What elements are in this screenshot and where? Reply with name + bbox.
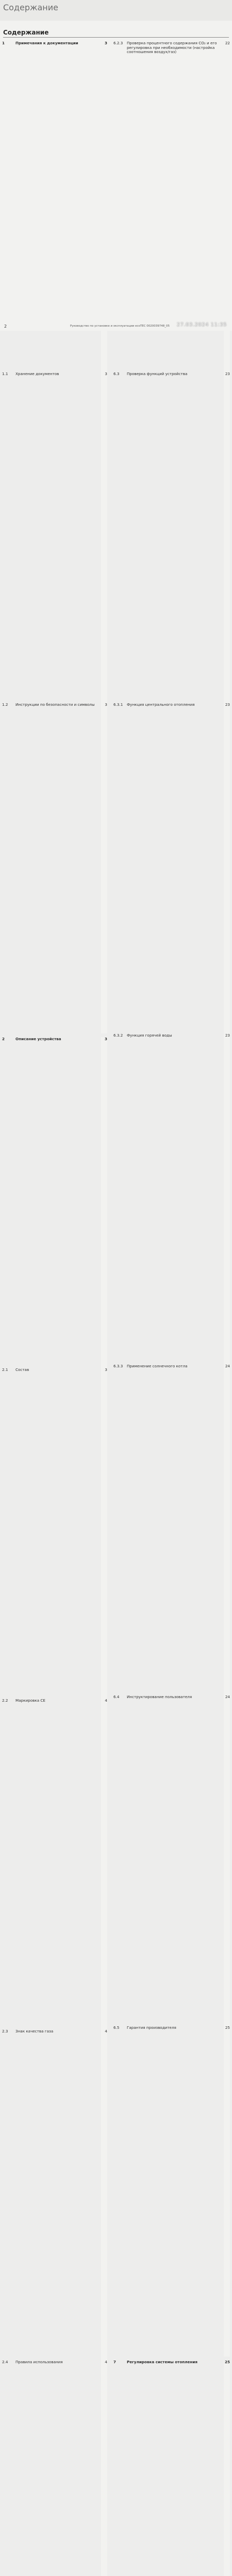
toc-entry-number: 2 [2,1037,5,1041]
toc-entry-title: Применение солнечного котла [127,1364,188,1368]
toc-entry-number: 1.1 [2,371,8,376]
toc-entry [2,372,107,703]
toc-entry-page: 3 [101,703,107,1033]
toc-entry-number: 6.3.1 [113,702,123,707]
footer [0,319,232,331]
toc-entry-page: 24 [224,1695,230,2026]
toc-right-column [113,41,230,2576]
toc-entry-title: Примечания к документации [15,41,78,45]
toc-title: Содержание [3,29,49,36]
toc-entry-title: Инструктирование пользователя [127,1694,192,1699]
toc-entry-number: 6.2.3 [113,41,123,45]
page-header-title: Содержание [3,3,58,12]
toc-entry-page: 3 [101,372,107,703]
timestamp-overlay: 27.03.2024 11:35 [176,322,227,328]
toc-entry-page: 22 [224,41,230,372]
toc-entry-page: 4 [101,2029,107,2360]
toc-entry-page: 25 [224,2360,230,2576]
toc-entry [2,1368,107,1699]
toc-entry [2,2360,107,2576]
toc-entry-title: Маркировка CE [15,1698,45,1703]
toc-entry-page: 23 [224,372,230,703]
toc-entry-title: Инструкции по безопасности и символы [15,702,95,707]
toc-entry-page: 23 [224,1033,230,1364]
toc-entry-number: 6.4 [113,1694,120,1699]
toc-entry-number: 6.3.3 [113,1364,123,1368]
footer-text: Руководство по установке и эксплуатации ecoTEC 0020039748_05 [70,325,170,328]
toc-entry [113,703,230,1033]
toc-entry-number: 6.5 [113,2025,120,2030]
toc-entry-title: Гарантия производителя [127,2025,176,2030]
toc-entry-title: Функция центрального отопления [127,702,195,707]
toc-entry-number: 2.3 [2,2029,8,2033]
toc-entry-number: 6.3.2 [113,1033,123,1038]
toc-entry [2,2029,107,2360]
toc-entry-title: Хранение документов [15,371,59,376]
toc-entry-number: 2.1 [2,1367,8,1372]
toc-entry-title: Описание устройства [15,1037,61,1041]
toc-entry-title: Проверка функций устройства [127,371,188,376]
toc-entry-page: 3 [101,41,107,372]
toc-entry-page: 3 [101,1368,107,1699]
toc-entry [113,1695,230,2026]
toc-left-column [2,41,107,2576]
page-number: 2 [4,324,7,329]
toc-entry-page: 23 [224,703,230,1033]
toc-entry-title: Регулировка системы отопления [127,2360,197,2364]
toc-section-heading [2,1037,107,1368]
toc-entry-number: 7 [113,2360,117,2364]
toc-entry-number: 1 [2,41,5,45]
toc-entry-title: Функция горячей воды [127,1033,172,1038]
toc-entry-number: 6.3 [113,371,120,376]
toc-entry-number: 2.4 [2,2360,8,2364]
toc-entry [2,1699,107,2029]
toc-entry-page: 4 [101,2360,107,2576]
toc-section-heading [113,2360,230,2576]
toc-entry-number: 2.2 [2,1698,8,1703]
toc-entry-page: 24 [224,1364,230,1695]
toc-entry-title: Состав [15,1367,29,1372]
toc-entry [113,372,230,703]
toc-entry-number: 1.2 [2,702,8,707]
toc-entry [113,1033,230,1364]
toc-entry-page: 3 [101,1037,107,1368]
toc-entry-page: 25 [224,2026,230,2357]
toc-entry [2,703,107,1033]
toc-entry [113,2026,230,2357]
divider [3,37,229,38]
toc-entry [113,1364,230,1695]
toc-entry-title: Знак качества газа [15,2029,54,2033]
toc-entry-title: Проверка процентного содержания CO₂ и его регулировка при необходимости (настройка соотношения воздух/газ) [127,41,217,55]
toc-entry-page: 4 [101,1699,107,2029]
header-band [0,0,232,21]
toc-entry-title: Правила использования [15,2360,63,2364]
